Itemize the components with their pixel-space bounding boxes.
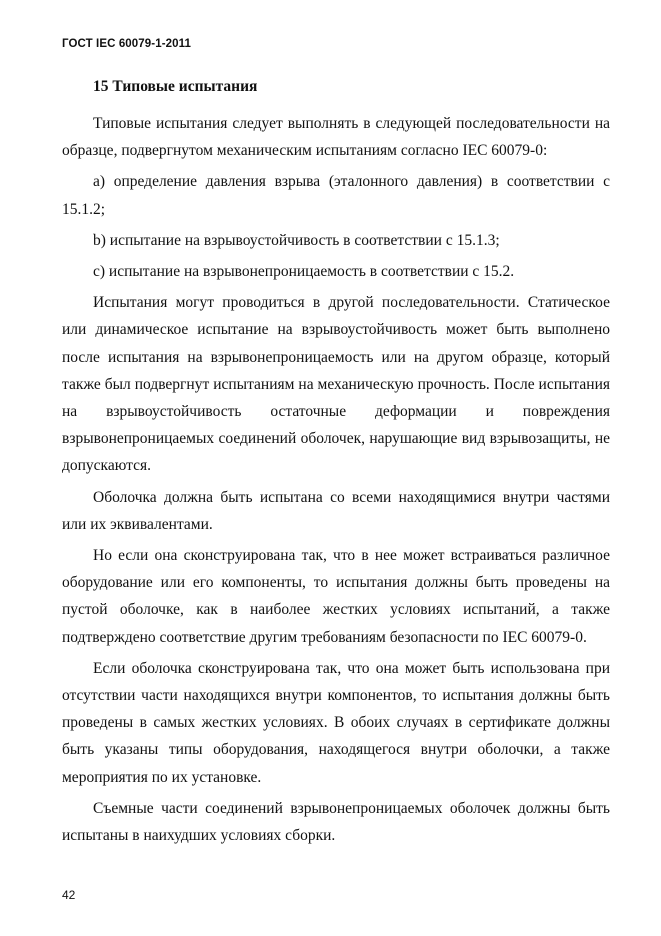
list-item-b: b) испытание на взрывоустойчивость в соответствии с 15.1.3; bbox=[93, 231, 500, 249]
body-text bbox=[62, 110, 610, 853]
paragraph-enclosure: Оболочка должна быть испытана со всеми находящимися внутри частями или их эквивалентами. bbox=[62, 488, 610, 533]
paragraph-missing-components: Если оболочка сконструирована так, что она может быть использована при отсутствии части находящихся внутри компонентов, то испытания должны быть проведены в самых жестких условиях. В обоих случаях в сертификате должны быть указаны типы оборудования, находящегося внутри оболочки, а также мероприятия по их установке. bbox=[62, 659, 610, 786]
paragraph-empty-enclosure: Но если она сконструирована так, что в нее может встраиваться различное оборудование или его компоненты, то испытания должны быть проведены на пустой оболочке, как в наиболее жестких условиях испытаний, а также подтверждено соответствие другим требованиям безопасности по IEC 60079-0. bbox=[62, 547, 610, 646]
page-number: 42 bbox=[62, 888, 76, 902]
document-header: ГОСТ IEC 60079-1-2011 bbox=[62, 38, 191, 50]
list-item-c: с) испытание на взрывонепроницаемость в соответствии с 15.2. bbox=[93, 263, 515, 281]
paragraph-sequence: Испытания могут проводиться в другой последовательности. Статическое или динамическое испытание на взрывоустойчивость может быть выполнено после испытания на взрывонепроницаемость или на другом образце, который также был подвергнут испытаниям на механическую прочность. После испытания на взрывоустойчивость остаточные деформации и повреждения взрывонепроницаемых соединений оболочек, нарушающие вид взрывозащиты, не допускаются. bbox=[62, 294, 610, 475]
paragraph-intro: Типовые испытания следует выполнять в следующей последовательности на образце, подвергнутом механическим испытаниям согласно IEC 60079-0: bbox=[62, 115, 610, 160]
section-title: 15 Типовые испытания bbox=[93, 78, 258, 95]
list-item-a: а) определение давления взрыва (эталонного давления) в соответствии с 15.1.2; bbox=[62, 173, 610, 218]
paragraph-removable-parts: Съемные части соединений взрывонепроницаемых оболочек должны быть испытаны в наихудших условиях сборки. bbox=[62, 799, 610, 845]
